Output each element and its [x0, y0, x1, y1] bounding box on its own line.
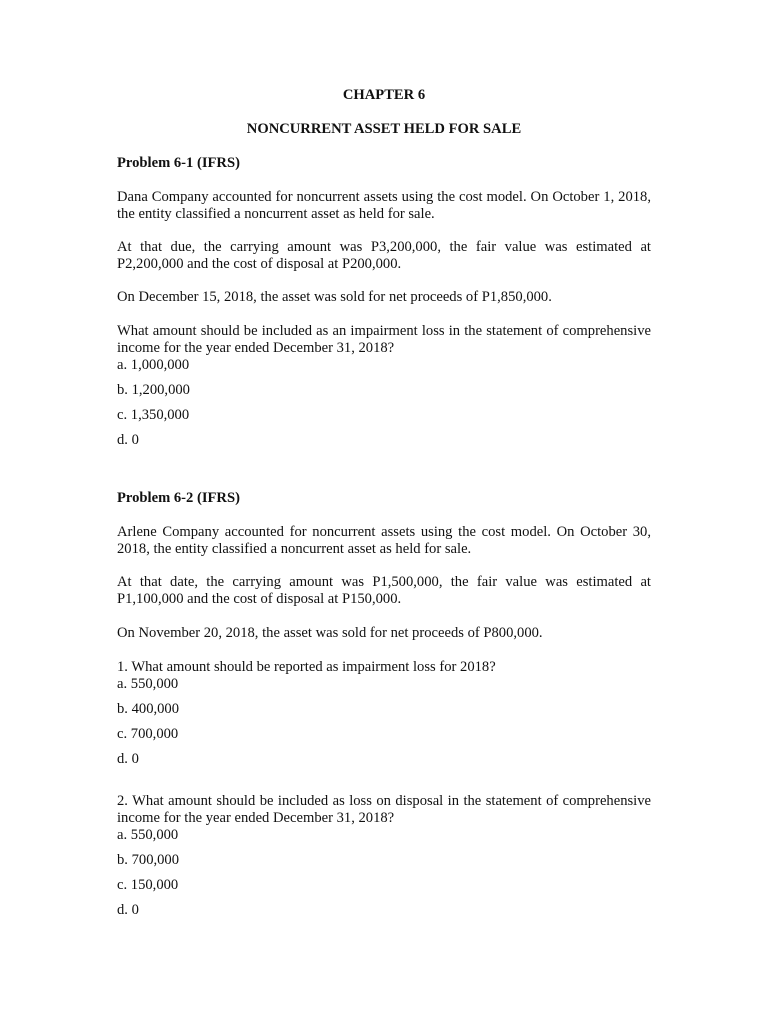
problem-1-choice-b: b. 1,200,000: [117, 382, 190, 398]
problem-1-question: What amount should be included as an impairment loss in the statement of comprehensive income for the year ended December 31, 2018?: [117, 323, 651, 356]
problem-1-choice-a: a. 1,000,000: [117, 357, 190, 373]
problem-2-q1-choice-a: a. 550,000: [117, 676, 179, 692]
problem-2-q1-choice-c: c. 700,000: [117, 726, 179, 742]
problem-2-paragraph-1: Arlene Company accounted for noncurrent assets using the cost model. On October 30, 2018, the entity classified a noncurrent asset as held for sale.: [117, 524, 651, 557]
problem-1-choice-c: c. 1,350,000: [117, 407, 190, 423]
problem-2-paragraph-3: On November 20, 2018, the asset was sold for net proceeds of P800,000.: [117, 625, 543, 641]
problem-1-choice-d: d. 0: [117, 432, 139, 448]
problem-2-q2-choice-c: c. 150,000: [117, 877, 179, 893]
problem-2-q2-choice-a: a. 550,000: [117, 827, 179, 843]
problem-1-paragraph-3: On December 15, 2018, the asset was sold for net proceeds of P1,850,000.: [117, 289, 552, 305]
problem-2-q1-choice-b: b. 400,000: [117, 701, 180, 717]
problem-1-heading: Problem 6-1 (IFRS): [117, 155, 240, 171]
chapter-title: CHAPTER 6: [342, 87, 426, 103]
problem-2-question-1: 1. What amount should be reported as impairment loss for 2018?: [117, 659, 496, 675]
problem-2-paragraph-2: At that date, the carrying amount was P1,500,000, the fair value was estimated at P1,100,000 and the cost of disposal at P150,000.: [117, 574, 651, 607]
problem-2-q1-choice-d: d. 0: [117, 751, 139, 767]
problem-2-q2-choice-d: d. 0: [117, 902, 139, 918]
problem-1-paragraph-1: Dana Company accounted for noncurrent assets using the cost model. On October 1, 2018, the entity classified a noncurrent asset as held for sale.: [117, 189, 651, 222]
problem-2-heading: Problem 6-2 (IFRS): [117, 490, 240, 506]
problem-2-q2-choice-b: b. 700,000: [117, 852, 180, 868]
problem-2-question-2: 2. What amount should be included as loss on disposal in the statement of comprehensive income for the year ended December 31, 2018?: [117, 793, 651, 826]
section-title: NONCURRENT ASSET HELD FOR SALE: [246, 121, 522, 137]
problem-1-paragraph-2: At that due, the carrying amount was P3,200,000, the fair value was estimated at P2,200,000 and the cost of disposal at P200,000.: [117, 239, 651, 272]
